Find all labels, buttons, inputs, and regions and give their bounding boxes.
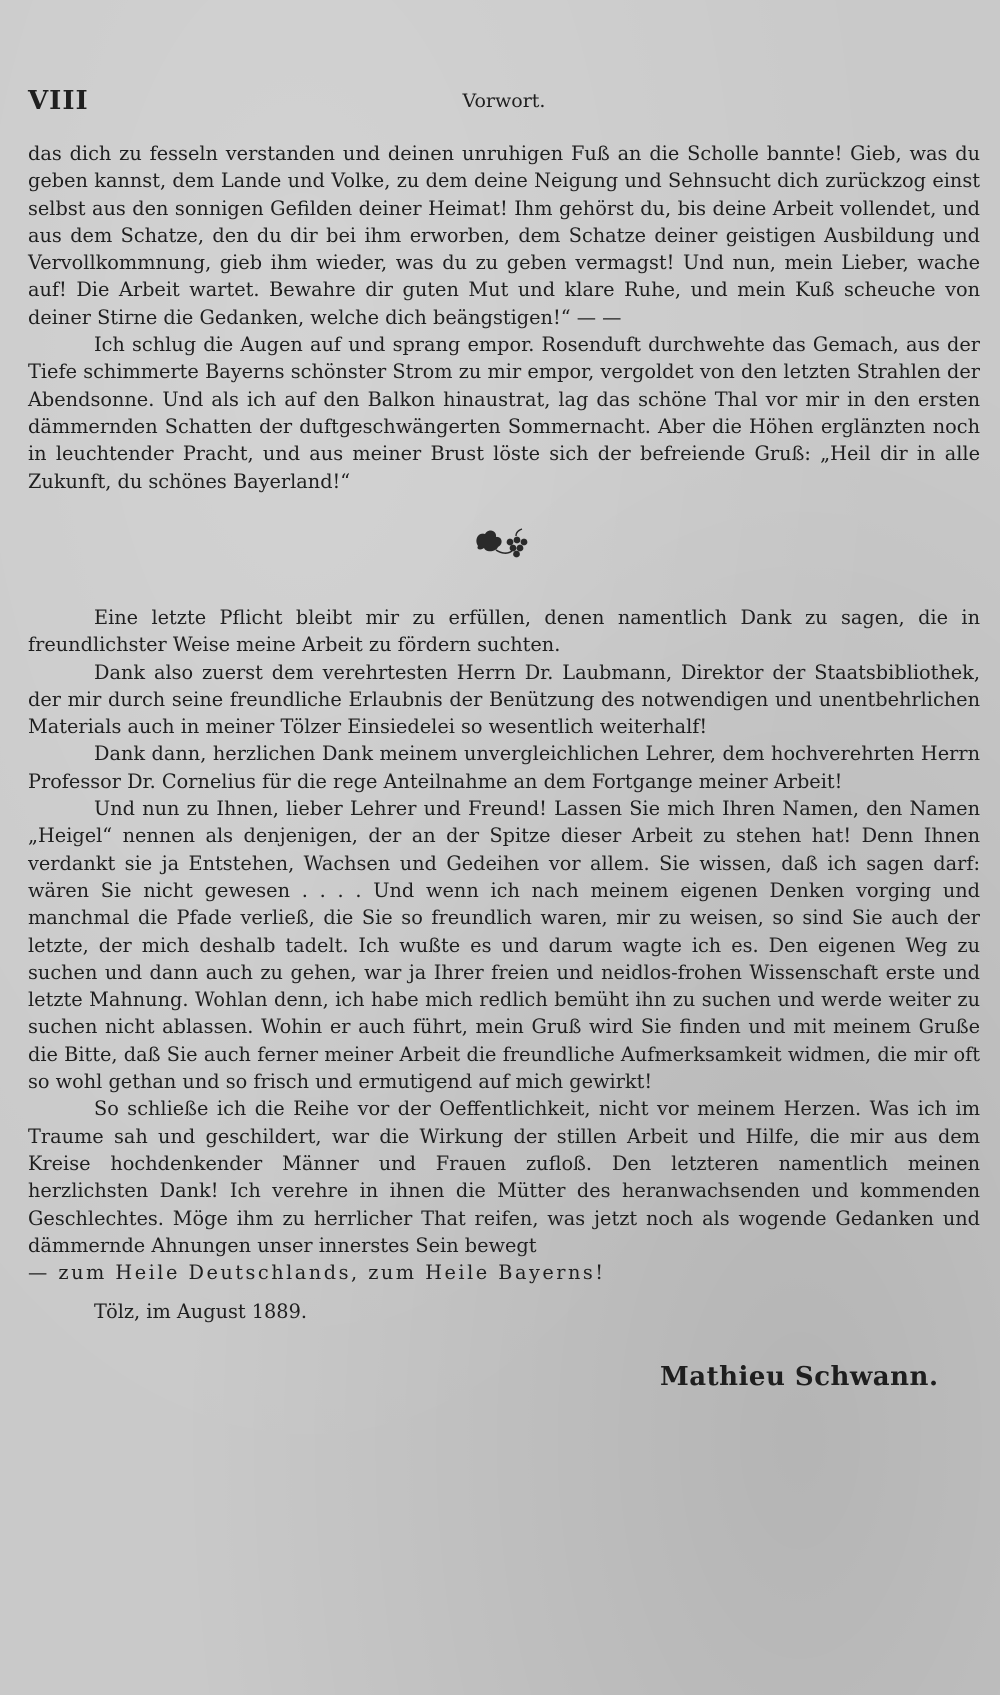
page-header: [28, 86, 980, 116]
running-title: Vorwort.: [462, 90, 546, 112]
preface-text-part2: [28, 604, 980, 1286]
paragraph: Dank also zuerst dem verehrtesten Herrn Dr. Laubmann, Direktor der Staatsbibliothek, der mir durch seine freundliche Erlaubnis der Benützung des notwendigen und unentbehrlichen Materials auch in meiner Tölzer Einsiedelei so wesentlich weiterhalf!: [28, 660, 980, 739]
paragraph: Eine letzte Pflicht bleibt mir zu erfüllen, denen namentlich Dank zu sagen, die in freundlichster Weise meine Arbeit zu fördern suchten.: [28, 606, 980, 657]
paragraph: Ich schlug die Augen auf und sprang empor. Rosenduft durchwehte das Gemach, aus der Tiefe schimmerte Bayerns schönster Strom zu mir empor, vergoldet von den letzten Strahlen der Abendsonne. Und als ich auf den Balkon hinaustrat, lag das schöne Thal vor mir in den ersten dämmernden Schatten der duftgeschwängerten Sommernacht. Aber die Höhen erglänzten noch in leuchtender Pracht, und aus meiner Brust löste sich der befreiende Gruß: „Heil dir in alle Zukunft, du schönes Bayerland!“: [28, 333, 980, 493]
preface-text-part1: [28, 140, 980, 495]
paragraph: Dank dann, herzlichen Dank meinem unvergleichlichen Lehrer, dem hochverehrten Herrn Professor Dr. Cornelius für die rege Anteilnahme an dem Fortgange meiner Arbeit!: [28, 742, 980, 793]
page-number: VIII: [28, 86, 89, 116]
paragraph: So schließe ich die Reihe vor der Oeffentlichkeit, nicht vor meinem Herzen. Was ich im Traume sah und geschildert, war die Wirkung der stillen Arbeit und Hilfe, die mir aus dem Kreise hochdenkender Männer und Frauen zufloß. Den letzteren namentlich meinen herzlichsten Dank! Ich verehre in ihnen die Mütter des heranwachsenden und kommenden Geschlechtes. Möge ihm zu herrlicher That reifen, was jetzt noch als wogende Gedanken und dämmernde Ahnungen unser innerstes Sein bewegt: [28, 1097, 980, 1257]
floral-vignette-icon: [472, 524, 532, 564]
author-signature: Mathieu Schwann.: [660, 1362, 939, 1392]
place-date: Tölz, im August 1889.: [94, 1300, 307, 1323]
paragraph: das dich zu fesseln verstanden und deinen unruhigen Fuß an die Scholle bannte! Gieb, was du geben kannst, dem Lande und Volke, zu dem deine Neigung und Sehnsucht dich zurückzog einst selbst aus den sonnigen Gefilden deiner Heimat! Ihm gehörst du, bis deine Arbeit vollendet, und aus dem Schatze, den du dir bei ihm erworben, dem Schatze deiner geistigen Ausbildung und Vervollkommnung, gieb ihm wieder, was du zu geben vermagst! Und nun, mein Lieber, wache auf! Die Arbeit wartet. Bewahre dir guten Mut und klare Ruhe, und mein Kuß scheuche von deiner Stirne die Gedanken, welche dich beängstigen!“ — —: [28, 142, 980, 329]
closing-line: — zum Heile Deutschlands, zum Heile Bayerns!: [28, 1261, 606, 1285]
paragraph: Und nun zu Ihnen, lieber Lehrer und Freund! Lassen Sie mich Ihren Namen, den Namen „Heigel“ nennen als denjenigen, der an der Spitze dieser Arbeit zu stehen hat! Denn Ihnen verdankt sie ja Entstehen, Wachsen und Gedeihen vor allem. Sie wissen, daß ich sagen darf: wären Sie nicht gewesen . . . . Und wenn ich nach meinem eigenen Denken vorging und manchmal die Pfade verließ, die Sie so freundlich waren, mir zu weisen, so sind Sie auch der letzte, der mich deshalb tadelt. Ich wußte es und darum wagte ich es. Den eigenen Weg zu suchen und dann auch zu gehen, war ja Ihrer freien und neidlos-frohen Wissenschaft erste und letzte Mahnung. Wohlan denn, ich habe mich redlich bemüht ihn zu suchen und werde weiter zu suchen nicht ablassen. Wohin er auch führt, mein Gruß wird Sie finden und mit meinem Gruße die Bitte, daß Sie auch ferner meiner Arbeit die freundliche Aufmerksamkeit widmen, die mir oft so wohl gethan und so frisch und ermutigend auf mich gewirkt!: [28, 797, 980, 1094]
